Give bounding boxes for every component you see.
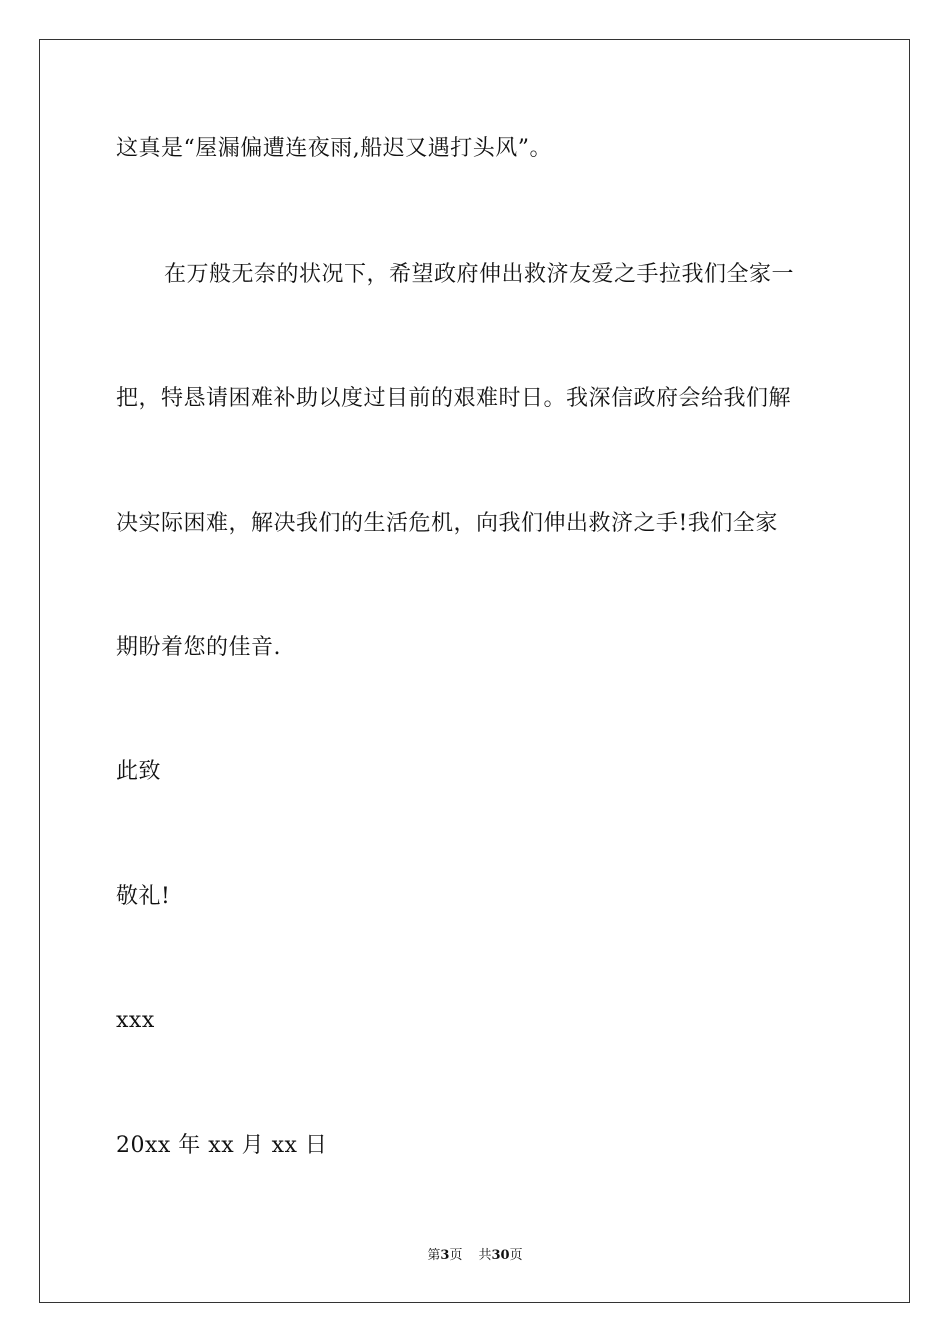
closing-salutation: 此致: [116, 759, 162, 784]
body-line-4: 决实际困难，解决我们的生活危机，向我们伸出救济之手!我们全家: [116, 511, 778, 536]
page-footer: [0, 1247, 950, 1265]
footer-page-prefix: 第: [427, 1248, 441, 1263]
signature-date: 20xx 年 xx 月 xx 日: [116, 1133, 328, 1158]
body-line-2: 在万般无奈的状况下，希望政府伸出救济友爱之手拉我们全家一: [164, 262, 795, 287]
footer-page-suffix: 页: [449, 1248, 463, 1263]
body-line-1: 这真是“屋漏偏遭连夜雨,船迟又遇打头风”。: [116, 136, 552, 161]
closing-regards: 敬礼!: [116, 884, 171, 909]
footer-total-pages: 30: [491, 1248, 510, 1263]
signature-name: xxx: [116, 1008, 155, 1033]
footer-page-number: 3: [440, 1248, 450, 1263]
body-line-3: 把，特恳请困难补助以度过目前的艰难时日。我深信政府会给我们解: [116, 386, 792, 411]
footer-total-prefix: 共: [478, 1248, 492, 1263]
page-border: [39, 39, 910, 1303]
footer-total-suffix: 页: [509, 1248, 523, 1263]
body-line-5: 期盼着您的佳音.: [116, 635, 281, 660]
